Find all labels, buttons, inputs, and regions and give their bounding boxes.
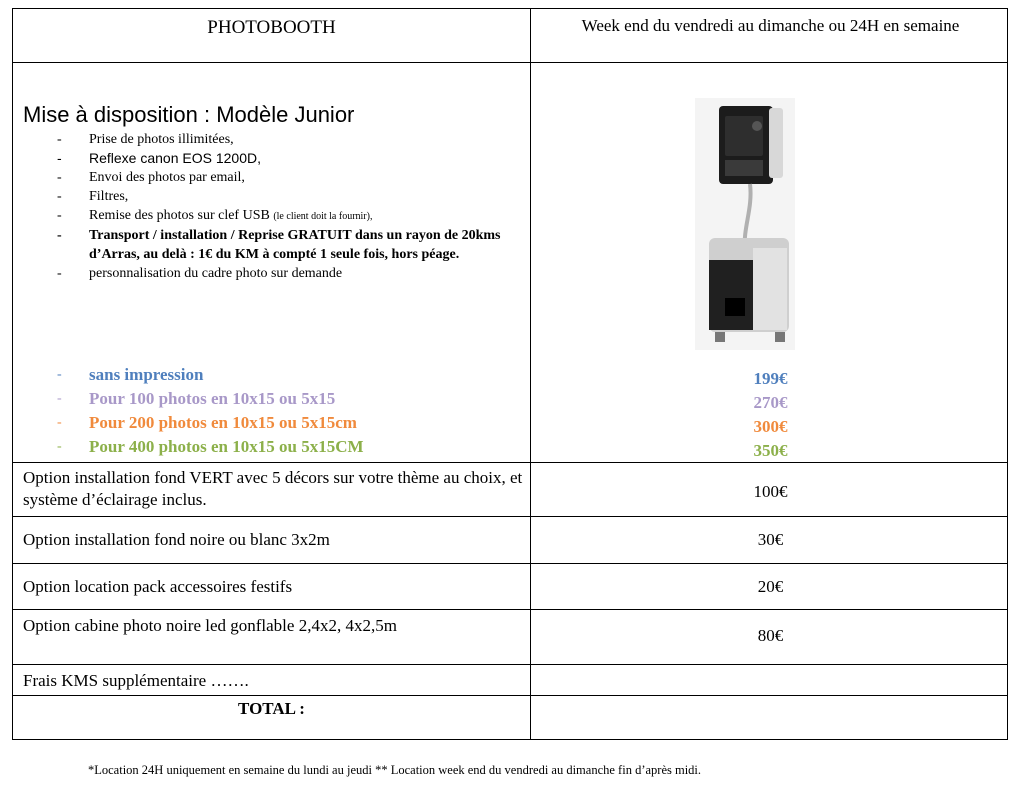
list-item: - Pour 400 photos en 10x15 ou 5x15CM [27, 435, 364, 459]
offer-title: Mise à disposition : Modèle Junior [23, 102, 355, 127]
list-item: - Remise des photos sur clef USB (le client doit la fournir), [27, 206, 527, 226]
list-item: - Transport / installation / Reprise GRATUIT dans un rayon de 20kms d’Arras, au delà : 1€ du KM à compté 1 seule fois, hors péage. [27, 226, 527, 264]
row-divider [13, 62, 1007, 63]
header-photobooth: PHOTOBOOTH [207, 17, 336, 38]
column-divider [530, 9, 531, 739]
list-item: - Filtres, [27, 187, 527, 206]
feature-list [27, 130, 527, 283]
extra-label: Option location pack accessoires festifs [23, 577, 293, 596]
price-value: 270€ [753, 393, 788, 412]
extra-price: 100€ [753, 482, 788, 501]
list-item: - Reflexe canon EOS 1200D, [27, 149, 527, 168]
extra-label: Option installation fond VERT avec 5 décors sur votre thème au choix, et système d’éclairage inclus. [23, 468, 523, 509]
price-value: 199€ [753, 369, 788, 388]
extra-price: 30€ [757, 530, 784, 549]
extra-price: 80€ [757, 626, 784, 645]
pricing-table [12, 8, 1008, 740]
list-item: - sans impression [27, 363, 364, 387]
footnote: *Location 24H uniquement en semaine du lundi au jeudi ** Location week end du vendredi au dimanche fin d’après midi. [88, 763, 702, 777]
list-item: - Pour 200 photos en 10x15 ou 5x15cm [27, 411, 364, 435]
row-divider [13, 609, 1007, 610]
extra-label: Frais KMS supplémentaire ……. [23, 671, 249, 690]
list-item: - Pour 100 photos en 10x15 ou 5x15 [27, 387, 364, 411]
print-options-list [27, 363, 364, 459]
print-prices [532, 367, 1009, 463]
price-value: 300€ [753, 417, 788, 436]
row-divider [13, 695, 1007, 696]
price-value: 350€ [753, 441, 788, 460]
row-divider [13, 664, 1007, 665]
photobooth-image [695, 98, 795, 350]
total-label: TOTAL : [238, 699, 305, 718]
extra-label: Option cabine photo noire led gonflable 2,4x2, 4x2,5m [23, 616, 397, 635]
usb-note: (le client doit la fournir), [273, 211, 373, 222]
extra-label: Option installation fond noire ou blanc 3x2m [23, 530, 330, 549]
extra-price: 20€ [757, 577, 784, 596]
list-item: - Prise de photos illimitées, [27, 130, 527, 149]
row-divider [13, 516, 1007, 517]
row-divider [13, 563, 1007, 564]
list-item: - Envoi des photos par email, [27, 168, 527, 187]
header-period: Week end du vendredi au dimanche ou 24H en semaine [581, 16, 960, 35]
list-item: - personnalisation du cadre photo sur demande [27, 264, 527, 283]
